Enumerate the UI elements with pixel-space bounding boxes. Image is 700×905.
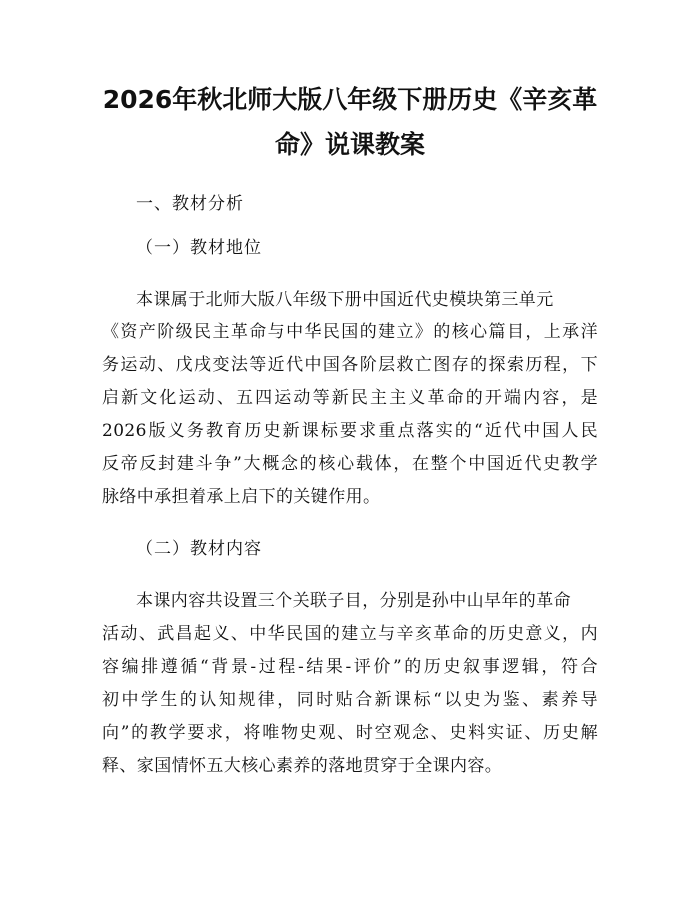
paragraph-1-line-5: 2026版义务教育历史新课标要求重点落实的“近代中国人民 xyxy=(102,421,598,441)
paragraph-2-line-6: 释、家国情怀五大核心素养的落地贯穿于全课内容。 xyxy=(102,756,503,776)
paragraph-1-line-7: 脉络中承担着承上启下的关键作用。 xyxy=(102,487,381,507)
paragraph-2-line-3: 容编排遵循“背景-过程-结果-评价”的历史叙事逻辑，符合 xyxy=(102,657,598,677)
document-title-line-2: 命》说课教案 xyxy=(274,130,425,159)
paragraph-2-line-5: 向”的教学要求，将唯物史观、时空观念、史料实证、历史解 xyxy=(102,723,598,743)
paragraph-1-line-1: 本课属于北师大版八年级下册中国近代史模块第三单元 xyxy=(136,290,554,310)
document-title-line-1: 2026年秋北师大版八年级下册历史《辛亥革 xyxy=(102,85,598,114)
paragraph-1-line-6: 反帝反封建斗争”大概念的核心载体，在整个中国近代史教学 xyxy=(102,454,598,474)
paragraph-2-line-4: 初中学生的认知规律，同时贴合新课标“以史为鉴、素养导 xyxy=(102,690,598,710)
paragraph-1-line-3: 务运动、戊戌变法等近代中国各阶层救亡图存的探索历程，下 xyxy=(102,355,598,375)
paragraph-2-line-2: 活动、武昌起义、中华民国的建立与辛亥革命的历史意义，内 xyxy=(102,624,598,644)
section-heading-1: 一、教材分析 xyxy=(136,194,244,214)
paragraph-1-line-2: 《资产阶级民主革命与中华民国的建立》的核心篇目，上承洋 xyxy=(102,322,598,342)
paragraph-1-line-4: 启新文化运动、五四运动等新民主主义革命的开端内容，是 xyxy=(102,388,598,408)
subsection-heading-2: （二）教材内容 xyxy=(136,539,262,559)
subsection-heading-1: （一）教材地位 xyxy=(136,238,262,258)
paragraph-2-line-1: 本课内容共设置三个关联子目，分别是孙中山早年的革命 xyxy=(136,591,571,611)
